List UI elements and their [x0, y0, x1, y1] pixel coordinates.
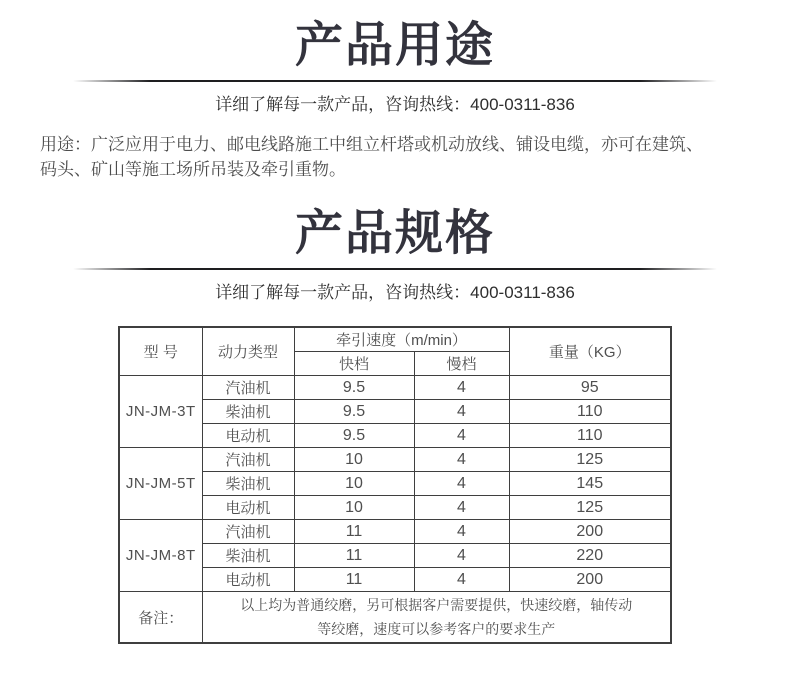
section-spec — [0, 208, 790, 644]
power-type-cell: 汽油机 — [202, 376, 294, 400]
weight-cell: 110 — [509, 400, 671, 424]
power-type-cell: 汽油机 — [202, 520, 294, 544]
fast-speed-cell: 9.5 — [294, 376, 414, 400]
col-header-speed-fast: 快档 — [294, 352, 414, 376]
power-type-cell: 电动机 — [202, 568, 294, 592]
usage-hotline: 详细了解每一款产品，咨询热线：400-0311-836 — [215, 95, 575, 114]
fast-speed-cell: 11 — [294, 568, 414, 592]
power-type-cell: 电动机 — [202, 424, 294, 448]
usage-paragraph — [40, 132, 750, 182]
fast-speed-cell: 10 — [294, 496, 414, 520]
table-row — [119, 424, 671, 448]
fast-speed-cell: 10 — [294, 448, 414, 472]
remark-row — [119, 592, 671, 644]
spec-table — [118, 326, 672, 644]
remark-text — [202, 592, 671, 644]
weight-cell: 145 — [509, 472, 671, 496]
spec-title: 产品规格 — [294, 207, 495, 260]
slow-speed-cell: 4 — [414, 568, 509, 592]
slow-speed-cell: 4 — [414, 400, 509, 424]
usage-title-divider — [73, 80, 717, 82]
weight-cell: 125 — [509, 448, 671, 472]
power-type-cell: 柴油机 — [202, 544, 294, 568]
spec-title-divider — [73, 268, 717, 270]
weight-cell: 95 — [509, 376, 671, 400]
table-row — [119, 400, 671, 424]
fast-speed-cell: 9.5 — [294, 400, 414, 424]
weight-cell: 200 — [509, 568, 671, 592]
fast-speed-cell: 11 — [294, 544, 414, 568]
table-row — [119, 376, 671, 400]
usage-title: 产品用途 — [294, 19, 495, 72]
slow-speed-cell: 4 — [414, 520, 509, 544]
remark-text-line1: 以上均为普通绞磨，另可根据客户需要提供，快速绞磨，轴传动 — [240, 597, 633, 613]
weight-cell: 110 — [509, 424, 671, 448]
slow-speed-cell: 4 — [414, 376, 509, 400]
weight-cell: 200 — [509, 520, 671, 544]
power-type-cell: 电动机 — [202, 496, 294, 520]
model-cell-5t: JN-JM-5T — [119, 448, 202, 520]
weight-cell: 125 — [509, 496, 671, 520]
col-header-weight: 重量（KG） — [509, 327, 671, 376]
table-row — [119, 448, 671, 472]
table-row — [119, 568, 671, 592]
remark-label: 备注： — [119, 592, 202, 644]
slow-speed-cell: 4 — [414, 544, 509, 568]
table-row — [119, 520, 671, 544]
fast-speed-cell: 9.5 — [294, 424, 414, 448]
fast-speed-cell: 10 — [294, 472, 414, 496]
power-type-cell: 柴油机 — [202, 400, 294, 424]
section-usage — [0, 20, 790, 182]
header-row-1 — [119, 327, 671, 352]
fast-speed-cell: 11 — [294, 520, 414, 544]
slow-speed-cell: 4 — [414, 424, 509, 448]
slow-speed-cell: 4 — [414, 472, 509, 496]
usage-paragraph-line2: 码头、矿山等施工场所吊装及牵引重物。 — [40, 160, 346, 179]
table-row — [119, 496, 671, 520]
table-row — [119, 544, 671, 568]
weight-cell: 220 — [509, 544, 671, 568]
col-header-speed-slow: 慢档 — [414, 352, 509, 376]
power-type-cell: 汽油机 — [202, 448, 294, 472]
col-header-power-type: 动力类型 — [202, 327, 294, 376]
model-cell-3t: JN-JM-3T — [119, 376, 202, 448]
power-type-cell: 柴油机 — [202, 472, 294, 496]
col-header-speed-group: 牵引速度（m/min） — [294, 327, 509, 352]
col-header-model: 型 号 — [119, 327, 202, 376]
spec-hotline: 详细了解每一款产品，咨询热线：400-0311-836 — [215, 283, 575, 302]
table-row — [119, 472, 671, 496]
slow-speed-cell: 4 — [414, 496, 509, 520]
usage-paragraph-line1: 用途：广泛应用于电力、邮电线路施工中组立杆塔或机动放线、铺设电缆，亦可在建筑、 — [40, 135, 703, 154]
slow-speed-cell: 4 — [414, 448, 509, 472]
remark-text-line2: 等绞磨，速度可以参考客户的要求生产 — [317, 621, 556, 637]
model-cell-8t: JN-JM-8T — [119, 520, 202, 592]
